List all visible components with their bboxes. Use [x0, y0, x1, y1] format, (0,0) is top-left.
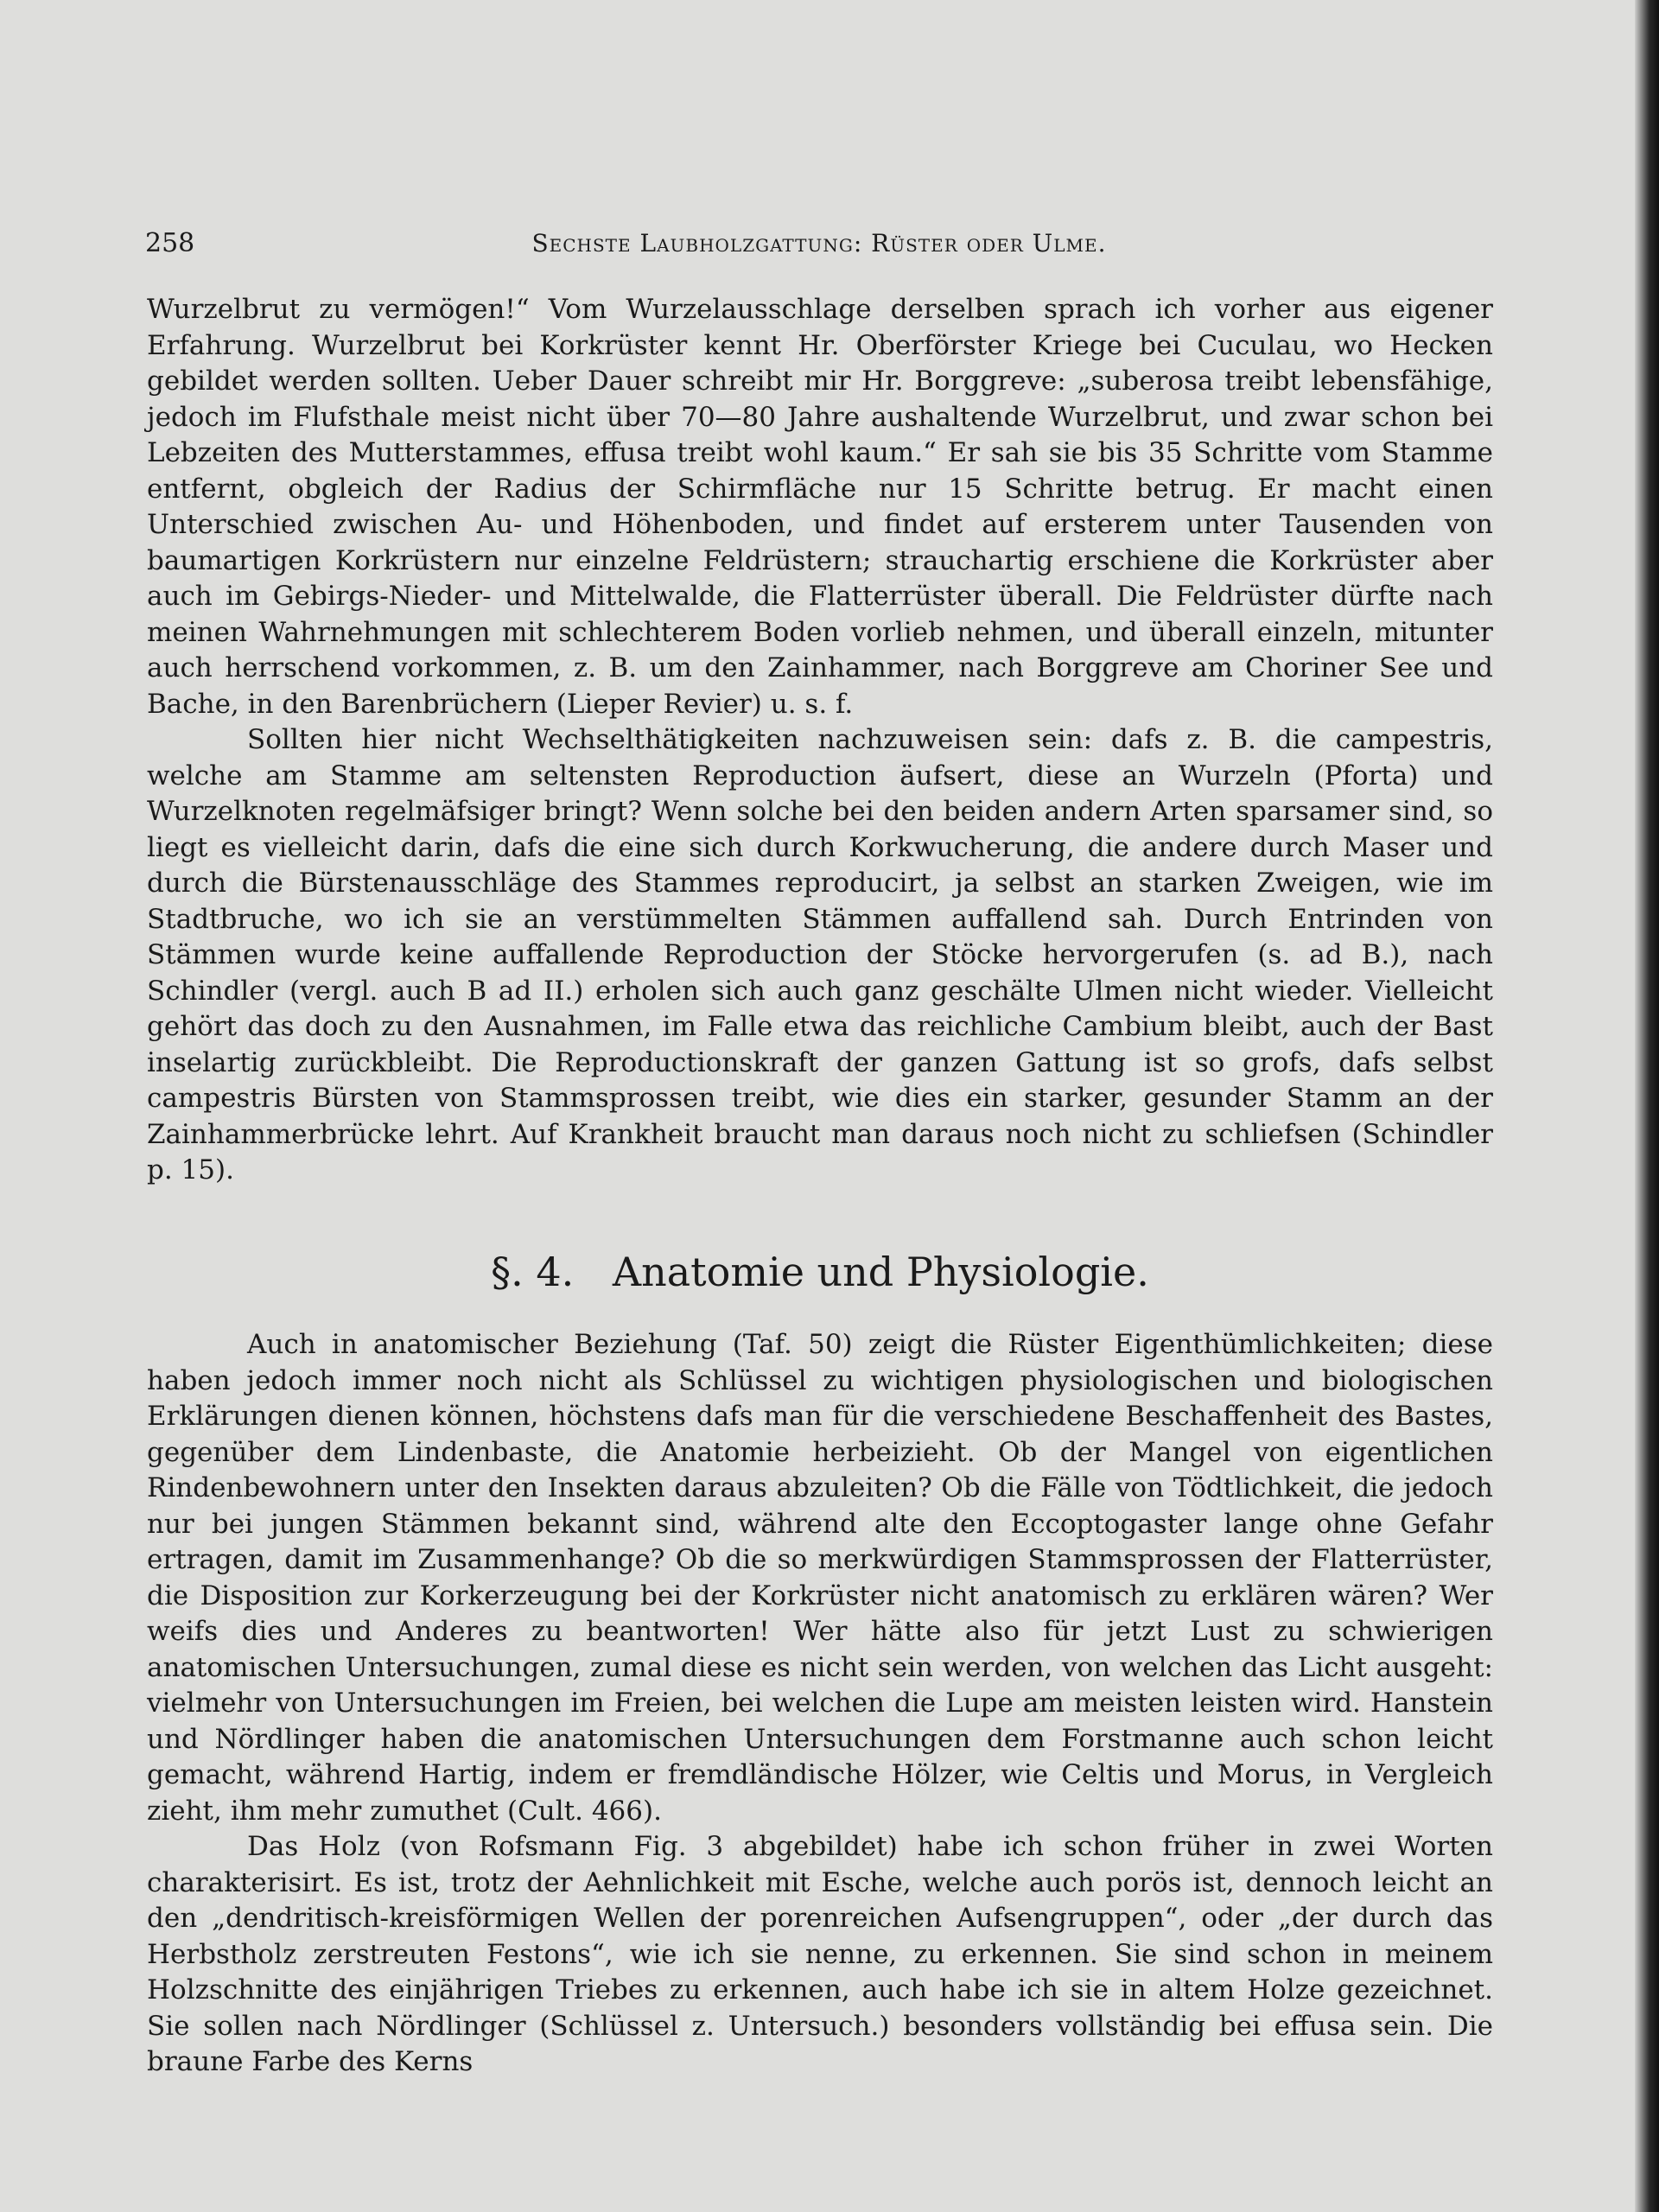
section-number: §. 4.: [491, 1249, 575, 1295]
text-block-1: [147, 292, 1493, 1189]
page-header: [145, 226, 1493, 261]
section-heading: [147, 1246, 1493, 1298]
scan-edge: [1635, 0, 1659, 2212]
running-head: Sechste Laubholzgattung: Rüster oder Ulme.: [531, 229, 1107, 257]
paragraph: Das Holz (von Rofsmann Fig. 3 abgebildet) habe ich schon früher in zwei Worten charakterisirt. Es ist, trotz der Aehnlichkeit mit Esche, welche auch porös ist, dennoch leicht an den „dendritisch-kreisförmigen Wellen der porenreichen Aufsengruppen“, oder „der durch das Herbstholz zerstreuten Festons“, wie ich sie nenne, zu erkennen. Sie sind schon in meinem Holzschnitte des einjährigen Triebes zu erkennen, auch habe ich sie in altem Holze gezeichnet. Sie sollen nach Nördlinger (Schlüssel z. Untersuch.) besonders vollständig bei effusa sein. Die braune Farbe des Kerns: [147, 1831, 1493, 2077]
paragraph: Wurzelbrut zu vermögen!“ Vom Wurzelausschlage derselben sprach ich vorher aus eigener Erfahrung. Wurzelbrut bei Korkrüster kennt Hr. Oberförster Kriege bei Cuculau, wo Hecken gebildet werden sollten. Ueber Dauer schreibt mir Hr. Borggreve: „suberosa treibt lebensfähige, jedoch im Flufsthale meist nicht über 70—80 Jahre aushaltende Wurzelbrut, und zwar schon bei Lebzeiten des Mutterstammes, effusa treibt wohl kaum.“ Er sah sie bis 35 Schritte vom Stamme entfernt, obgleich der Radius der Schirmfläche nur 15 Schritte betrug. Er macht einen Unterschied zwischen Au- und Höhenboden, und findet auf ersterem unter Tausenden von baumartigen Korkrüstern nur einzelne Feldrüstern; strauchartig erschiene die Korkrüster aber auch im Gebirgs-Nieder- und Mittelwalde, die Flatterrüster überall. Die Feldrüster dürfte nach meinen Wahrnehmungen mit schlechterem Boden vorlieb nehmen, und überall einzeln, mitunter auch herrschend vorkommen, z. B. um den Zainhammer, nach Borggreve am Choriner See und Bache, in den Barenbrüchern (Lieper Revier) u. s. f.: [147, 294, 1493, 720]
section-title: Anatomie und Physiologie.: [612, 1249, 1149, 1295]
paragraph: Sollten hier nicht Wechselthätigkeiten nachzuweisen sein: dafs z. B. die campestris, welche am Stamme am seltensten Reproduction äufsert, diese an Wurzeln (Pforta) und Wurzelknoten regelmäfsiger bringt? Wenn solche bei den beiden andern Arten sparsamer sind, so liegt es vielleicht darin, dafs die eine sich durch Korkwucherung, die andere durch Maser und durch die Bürstenausschläge des Stammes reproducirt, ja selbst an starken Zweigen, wie im Stadtbruche, wo ich sie an verstümmelten Stämmen auffallend sah. Durch Entrinden von Stämmen wurde keine auffallende Reproduction der Stöcke hervorgerufen (s. ad B.), nach Schindler (vergl. auch B ad II.) erholen sich auch ganz geschälte Ulmen nicht wieder. Vielleicht gehört das doch zu den Ausnahmen, im Falle etwa das reichliche Cambium bleibt, auch der Bast inselartig zurückbleibt. Die Reproductionskraft der ganzen Gattung ist so grofs, dafs selbst campestris Bürsten von Stammsprossen treibt, wie dies ein starker, gesunder Stamm an der Zainhammerbrücke lehrt. Auf Krankheit braucht man daraus noch nicht zu schliefsen (Schindler p. 15).: [147, 724, 1493, 1185]
paragraph: Auch in anatomischer Beziehung (Taf. 50) zeigt die Rüster Eigenthümlichkeiten; diese haben jedoch immer noch nicht als Schlüssel zu wichtigen physiologischen und biologischen Erklärungen dienen können, höchstens dafs man für die verschiedene Beschaffenheit des Bastes, gegenüber dem Lindenbaste, die Anatomie herbeizieht. Ob der Mangel von eigentlichen Rindenbewohnern unter den Insekten daraus abzuleiten? Ob die Fälle von Tödtlichkeit, die jedoch nur bei jungen Stämmen bekannt sind, während alte den Eccoptogaster lange ohne Gefahr ertragen, damit im Zusammenhange? Ob die so merkwürdigen Stammsprossen der Flatterrüster, die Disposition zur Korkerzeugung bei der Korkrüster nicht anatomisch zu erklären wären? Wer weifs dies und Anderes zu beantworten! Wer hätte also für jetzt Lust zu schwierigen anatomischen Untersuchungen, zumal diese es nicht sein werden, von welchen das Licht ausgeht: vielmehr von Untersuchungen im Freien, bei welchen die Lupe am meisten leisten wird. Hanstein und Nördlinger haben die anatomischen Untersuchungen dem Forstmanne auch schon leicht gemacht, während Hartig, indem er fremdländische Hölzer, wie Celtis und Morus, in Vergleich zieht, ihm mehr zumuthet (Cult. 466).: [147, 1329, 1493, 1827]
text-block-2: [147, 1327, 1493, 2081]
page-number: 258: [145, 228, 195, 258]
